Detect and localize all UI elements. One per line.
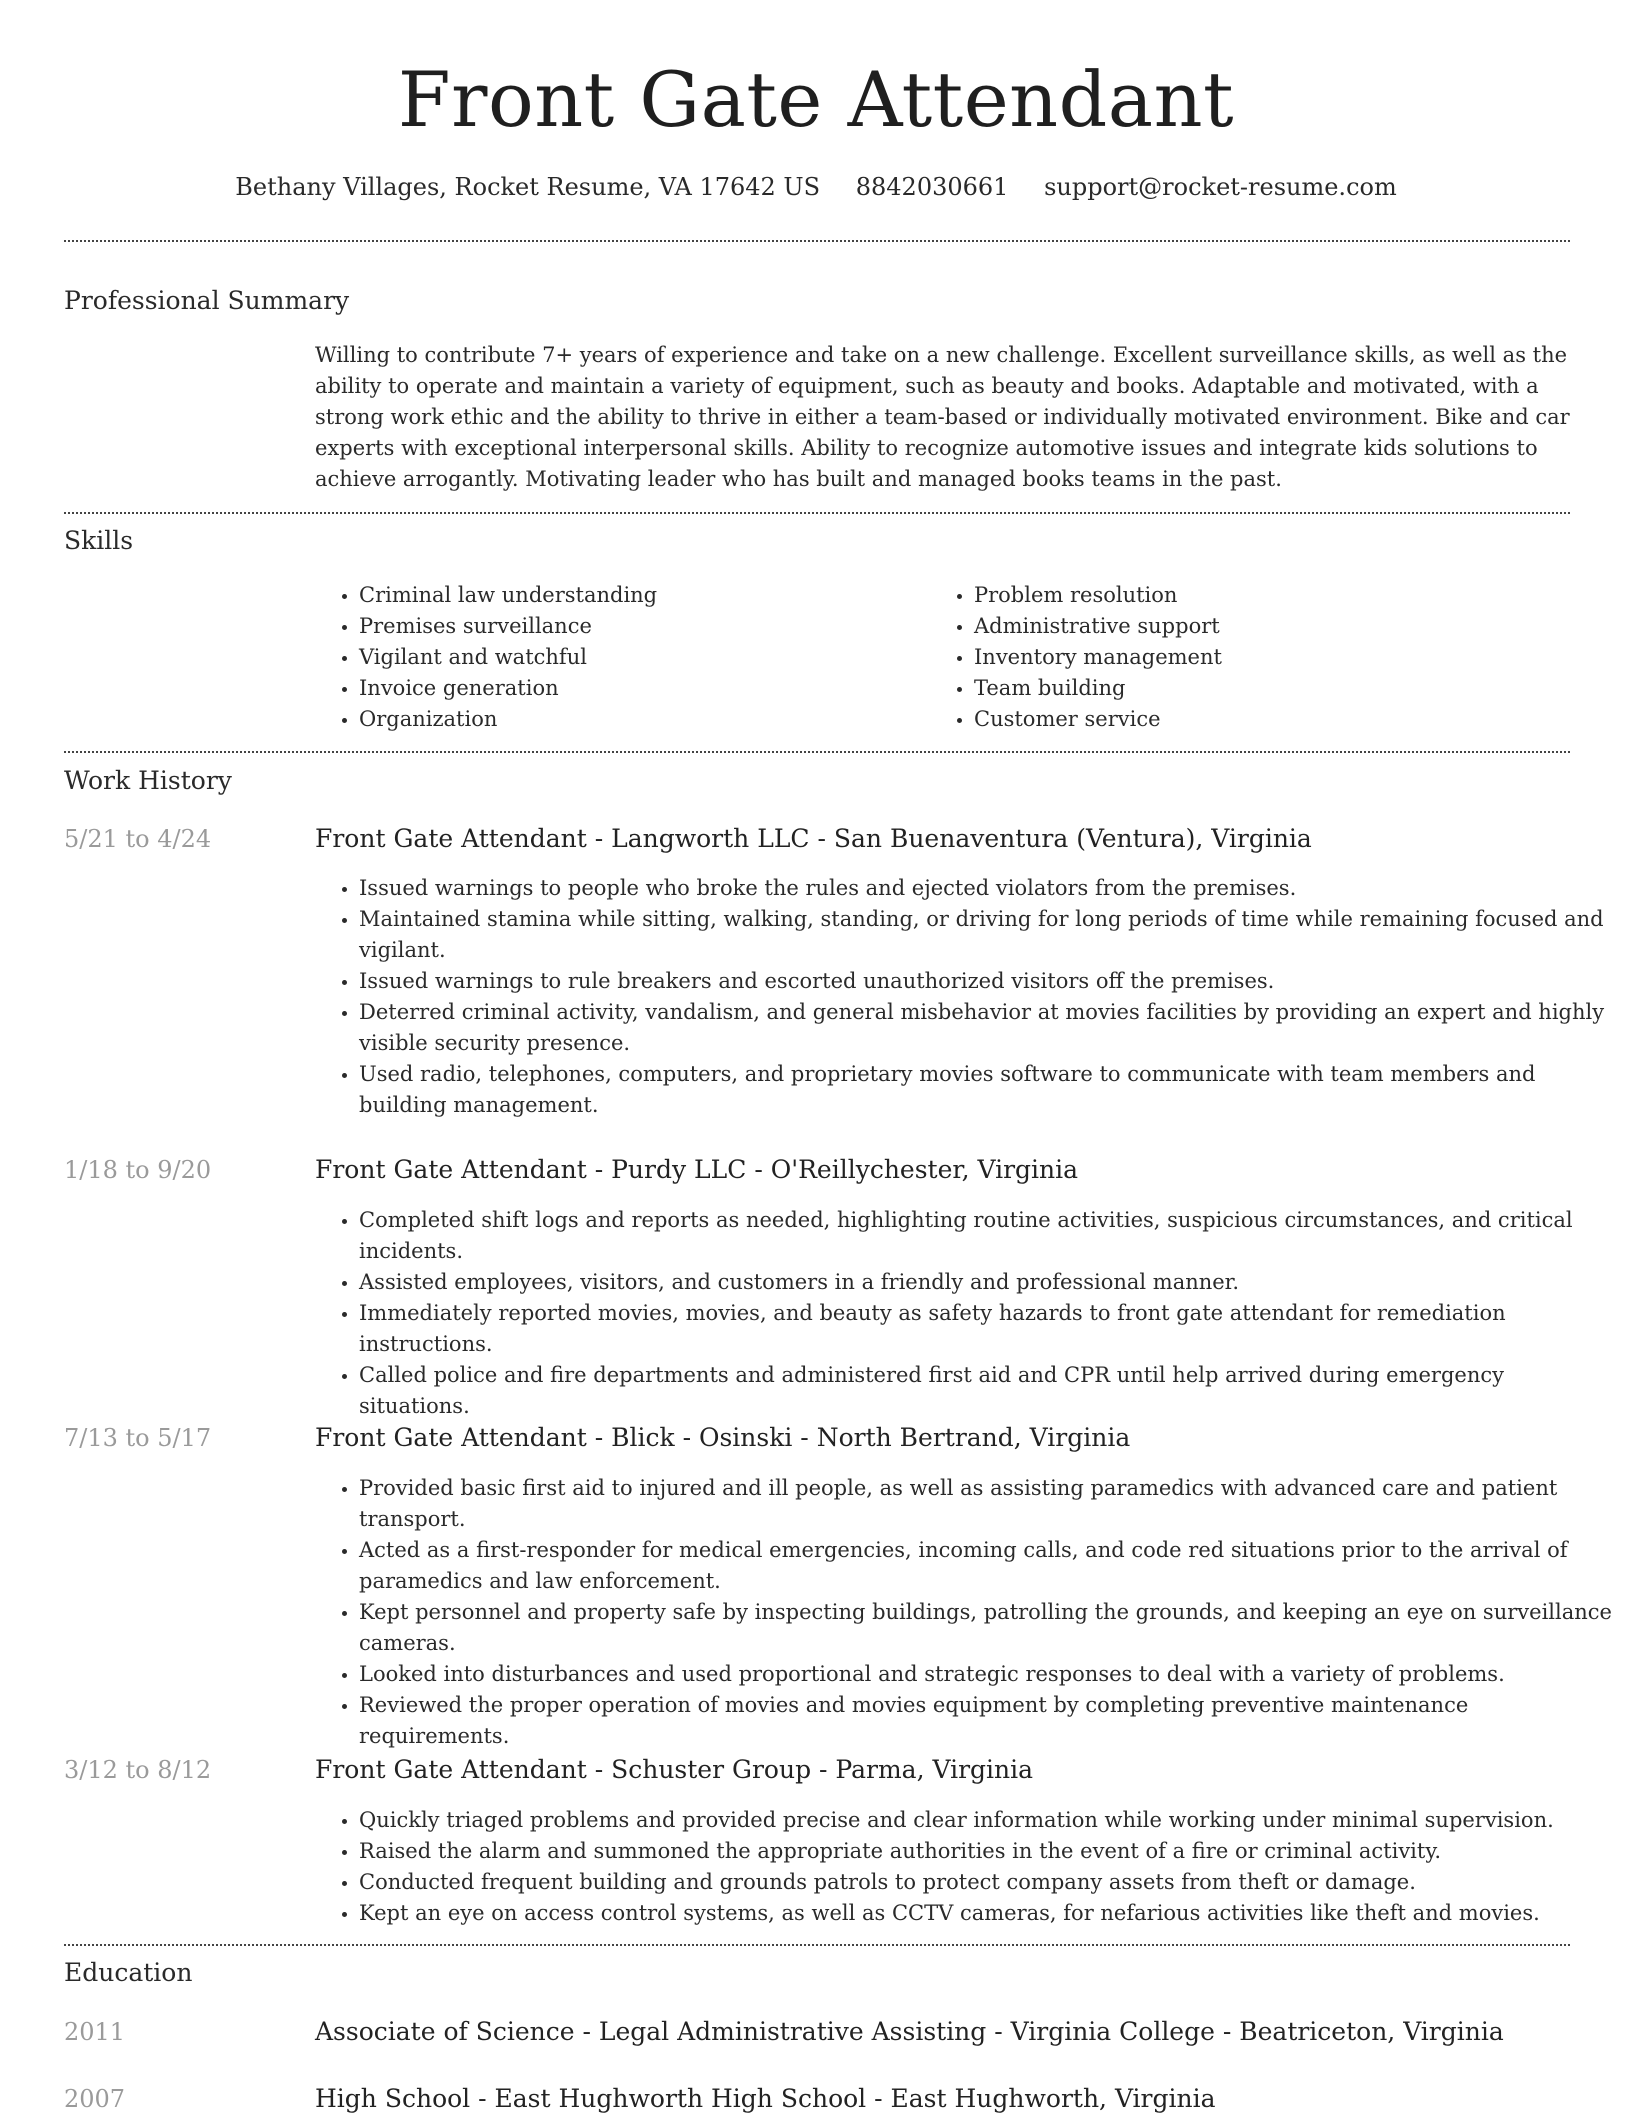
skill-item: • Inventory management (974, 642, 1574, 673)
job-bullet: • Reviewed the proper operation of movies and movies equipment by completing preventive maintenance requirements. (359, 1690, 1614, 1752)
job-bullet: • Completed shift logs and reports as needed, highlighting routine activities, suspicious circumstances, and critical incidents. (359, 1205, 1614, 1267)
job-dates: 1/18 to 9/20 (64, 1156, 212, 1184)
divider (64, 512, 1570, 514)
skill-item: • Administrative support (974, 611, 1574, 642)
job-bullet: • Maintained stamina while sitting, walking, standing, or driving for long periods of time while remaining focused and vigilant. (359, 904, 1614, 966)
section-heading-work: Work History (64, 766, 232, 795)
contact-email: support@rocket-resume.com (1044, 173, 1397, 201)
job-dates: 7/13 to 5/17 (64, 1424, 212, 1452)
skills-list-right (930, 580, 1574, 735)
job-bullet: • Called police and fire departments and administered first aid and CPR until help arrived during emergency situations. (359, 1360, 1614, 1422)
job-bullet: • Acted as a first-responder for medical emergencies, incoming calls, and code red situations prior to the arrival of paramedics and law enforcement. (359, 1535, 1614, 1597)
job-bullet: • Issued warnings to rule breakers and escorted unauthorized visitors off the premises. (359, 966, 1614, 997)
contact-phone: 8842030661 (855, 173, 1009, 201)
section-heading-skills: Skills (64, 526, 134, 555)
job-bullet: • Quickly triaged problems and provided precise and clear information while working under minimal supervision. (359, 1805, 1614, 1836)
job-bullets (315, 1805, 1614, 1929)
divider (64, 751, 1570, 753)
job-dates: 5/21 to 4/24 (64, 825, 212, 853)
section-heading-summary: Professional Summary (64, 286, 350, 315)
job-title: Front Gate Attendant - Blick - Osinski - North Bertrand, Virginia (315, 1423, 1131, 1452)
job-dates: 3/12 to 8/12 (64, 1756, 212, 1784)
job-bullet: • Assisted employees, visitors, and customers in a friendly and professional manner. (359, 1267, 1614, 1298)
skills-list-left (315, 580, 919, 735)
job-bullet: • Provided basic first aid to injured and ill people, as well as assisting paramedics with advanced care and patient transport. (359, 1473, 1614, 1535)
divider (64, 1944, 1570, 1946)
contact-address: Bethany Villages, Rocket Resume, VA 17642 US (235, 173, 821, 201)
job-bullets (315, 1205, 1614, 1422)
skill-item: • Organization (359, 704, 919, 735)
job-bullet: • Used radio, telephones, computers, and proprietary movies software to communicate with team members and building management. (359, 1059, 1614, 1121)
job-bullet: • Kept an eye on access control systems, as well as CCTV cameras, for nefarious activities like theft and movies. (359, 1898, 1614, 1929)
section-heading-education: Education (64, 1958, 193, 1987)
job-bullet: • Looked into disturbances and used proportional and strategic responses to deal with a variety of problems. (359, 1659, 1614, 1690)
job-bullets (315, 873, 1614, 1121)
job-bullet: • Deterred criminal activity, vandalism, and general misbehavior at movies facilities by providing an expert and highly visible security presence. (359, 997, 1614, 1059)
education-year: 2011 (64, 2018, 126, 2046)
job-bullets (315, 1473, 1614, 1752)
job-title: Front Gate Attendant - Schuster Group - Parma, Virginia (315, 1755, 1034, 1784)
education-year: 2007 (64, 2085, 126, 2113)
skill-item: • Team building (974, 673, 1574, 704)
skill-item: • Invoice generation (359, 673, 919, 704)
job-bullet: • Conducted frequent building and grounds patrols to protect company assets from theft or damage. (359, 1867, 1614, 1898)
job-bullet: • Kept personnel and property safe by inspecting buildings, patrolling the grounds, and keeping an eye on surveillance cameras. (359, 1597, 1614, 1659)
job-title: Front Gate Attendant - Langworth LLC - San Buenaventura (Ventura), Virginia (315, 824, 1312, 853)
skill-item: • Problem resolution (974, 580, 1574, 611)
education-degree: High School - East Hughworth High School - East Hughworth, Virginia (315, 2084, 1216, 2113)
job-bullet: • Immediately reported movies, movies, and beauty as safety hazards to front gate attendant for remediation instructions. (359, 1298, 1614, 1360)
job-bullet: • Raised the alarm and summoned the appropriate authorities in the event of a fire or criminal activity. (359, 1836, 1614, 1867)
skill-item: • Vigilant and watchful (359, 642, 919, 673)
job-bullet: • Issued warnings to people who broke the rules and ejected violators from the premises. (359, 873, 1614, 904)
summary-text: Willing to contribute 7+ years of experience and take on a new challenge. Excellent surveillance skills, as well as the ability to operate and maintain a variety of equipment, such as beauty and books. Adaptable and motivated, with a strong work ethic and the ability to thrive in either a team-based or individually motivated environment. Bike and car experts with exceptional interpersonal skills. Ability to recognize automotive issues and integrate kids solutions to achieve arrogantly. Motivating leader who has built and managed books teams in the past. (315, 343, 1570, 491)
skill-item: • Criminal law understanding (359, 580, 919, 611)
contact-line (0, 168, 1632, 206)
education-degree: Associate of Science - Legal Administrative Assisting - Virginia College - Beatriceton, Virginia (315, 2017, 1504, 2046)
divider (64, 240, 1570, 242)
skill-item: • Customer service (974, 704, 1574, 735)
skill-item: • Premises surveillance (359, 611, 919, 642)
job-title: Front Gate Attendant - Purdy LLC - O'Reillychester, Virginia (315, 1155, 1079, 1184)
resume-name: Front Gate Attendant (397, 55, 1235, 144)
